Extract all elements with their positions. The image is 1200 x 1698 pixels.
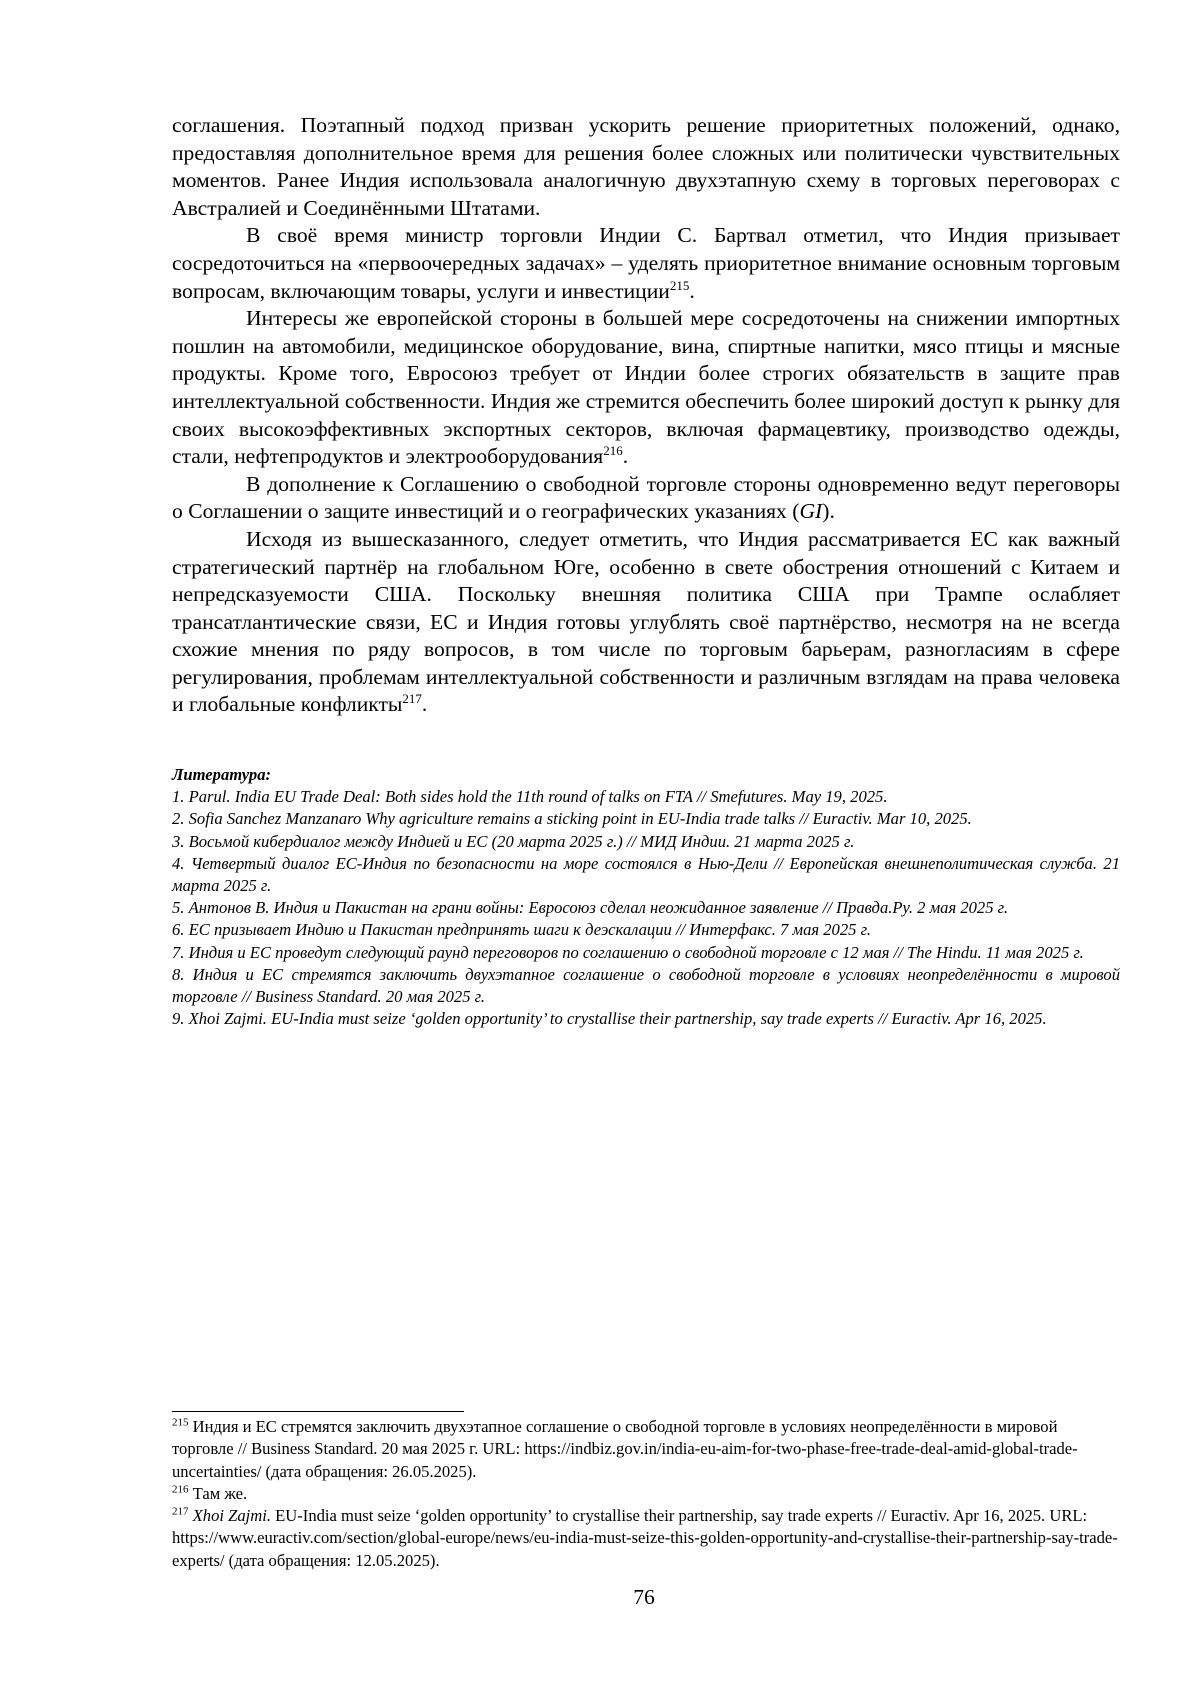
footnotes [172,1416,1120,1572]
page-number: 76 [633,1585,655,1609]
literature-item: 9. Xhoi Zajmi. EU-India must seize ‘golden opportunity’ to crystallise their partnership, say trade experts // Euractiv. Apr 16, 2025. [172,1009,1047,1029]
literature-item: 4. Четвертый диалог ЕС-Индия по безопасности на море состоялся в Нью-Дели // Европейская внешнеполитическая служба. 21 марта 2025 г. [172,853,1120,896]
footnote-ref-216[interactable]: 216 [603,442,623,458]
literature-item: 8. Индия и ЕС стремятся заключить двухэтапное соглашение о свободной торговле в условиях неопределённости в мировой торговле // Business Standard. 20 мая 2025 г. [172,964,1120,1007]
paragraph-1: соглашения. Поэтапный подход призван ускорить решение приоритетных положений, однако, предоставляя дополнительное время для решения более сложных или политически чувствительных моментов. Ранее Индия использовала аналогичную двухэтапную схему в торговых переговорах с Австралией и Соединёнными Штатами. [172,113,1120,220]
footnote-217: $^{217}$ Xhoi Zajmi. EU-India must seize ‘golden opportunity’ to crystallise their partnership, say trade experts // Euractiv. Apr 16, 2025. URL: https://www.euractiv.com/section/global-europe/news/eu-india-must-seize-this-golden-opportunity-and-crystallise-their-partnership-say-trade-experts/ (дата обращения: 12.05.2025). [172,1505,1118,1570]
paragraph-5: Исходя из вышесказанного, следует отметить, что Индия рассматривается ЕС как важный стратегический партнёр на глобальном Юге, особенно в свете обострения отношений с Китаем и непредсказуемости США. Поскольку внешняя политика США при Трампе ослабляет трансатлантические связи, ЕС и Индия готовы углублять своё партнёрство, несмотря на не всегда схожие мнения по ряду вопросов, в том числе по торговым барьерам, разногласиям в сфере регулирования, проблемам интеллектуальной собственности и различным взглядам на права человека и глобальные конфликты$^{217}$. [172,526,1120,717]
paragraph-3: Интересы же европейской стороны в большей мере сосредоточены на снижении импортных пошлин на автомобили, медицинское оборудование, вина, спиртные напитки, мясо птицы и мясные продукты. Кроме того, Евросоюз требует от Индии более строгих обязательств в защите прав интеллектуальной собственности. Индия же стремится обеспечить более широкий доступ к рынку для своих высокоэффективных экспортных секторов, включая фармацевтику, производство одежды, стали, нефтепродуктов и электрооборудования$^{216}$. [172,306,1120,469]
literature-item: 5. Антонов В. Индия и Пакистан на грани войны: Евросоюз сделал неожиданное заявление // Правда.Ру. 2 мая 2025 г. [172,898,1009,918]
paragraph-4: В дополнение к Соглашению о свободной торговле стороны одновременно ведут переговоры о Соглашении о защите инвестиций и о географических указаниях (GI). [172,471,1120,524]
footnote-ref-217[interactable]: 217 [402,691,422,707]
literature-item: 6. ЕС призывает Индию и Пакистан предпринять шаги к деэскалации // Интерфакс. 7 мая 2025 г. [172,920,871,940]
main-text [172,112,1120,719]
literature-item: 3. Восьмой кибердиалог между Индией и ЕС (20 марта 2025 г.) // МИД Индии. 21 марта 2025 г. [172,831,855,851]
literature-item: 2. Sofia Sanchez Manzanaro Why agriculture remains a sticking point in EU-India trade talks // Euractiv. Mar 10, 2025. [172,809,972,829]
footnote-number: 216 [172,1483,189,1496]
footnote-number: 217 [172,1505,189,1518]
literature-list [172,786,1120,1030]
literature-heading: Литература: [172,765,272,784]
footnote-ref-215[interactable]: 215 [669,277,690,293]
footnote-separator [172,1411,464,1412]
footnote-author: Xhoi Zajmi. [188,1506,272,1526]
gi-abbreviation: GI [799,499,823,524]
literature-section [172,764,1120,1030]
footnote-216: $^{216}$ Там же. [172,1483,248,1503]
paragraph-2: В своё время министр торговли Индии С. Бартвал отметил, что Индия призывает сосредоточиться на «первоочередных задачах» – уделять приоритетное внимание основным торговым вопросам, включающим товары, услуги и инвестиции$^{215}$. [172,223,1120,303]
footnote-number: 215 [172,1416,189,1429]
literature-item: 1. Parul. India EU Trade Deal: Both sides hold the 11th round of talks on FTA // Smefutures. May 19, 2025. [172,787,888,807]
footnote-215: $^{215}$ Индия и ЕС стремятся заключить двухэтапное соглашение о свободной торговле в условиях неопределённости в мировой торговле // Business Standard. 20 мая 2025 г. URL: https://indbiz.gov.in/india-eu-aim-for-two-phase-free-trade-deal-amid-global-trade-uncertainties/ (дата обращения: 26.05.2025). [172,1416,1078,1481]
literature-item: 7. Индия и ЕС проведут следующий раунд переговоров по соглашению о свободной торговле с 12 мая // The Hindu. 11 мая 2025 г. [172,942,1084,962]
